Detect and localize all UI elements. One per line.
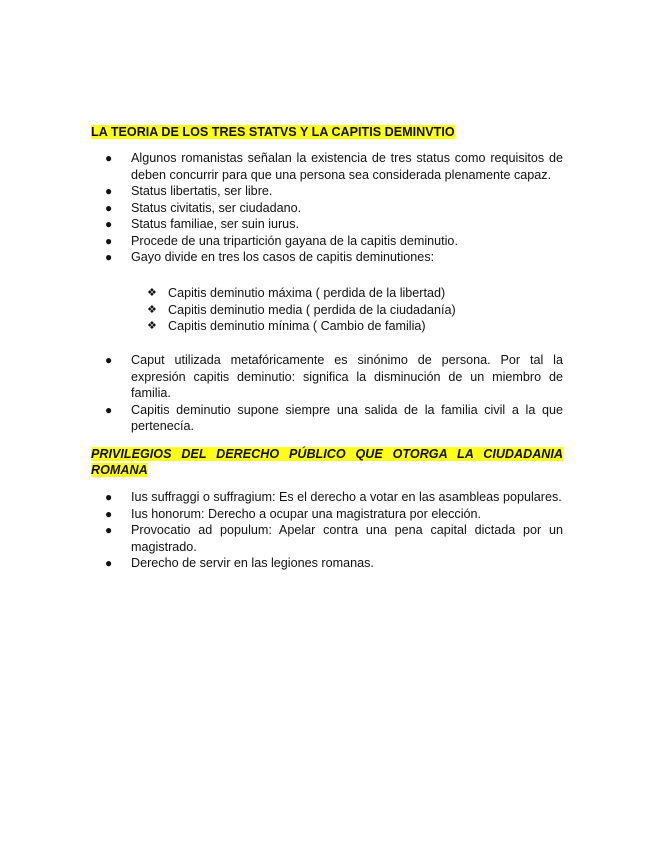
list-item-text: Capitis deminutio supone siempre una salida de la familia civil a la que pertenecía.	[131, 402, 563, 433]
list-item	[91, 150, 563, 183]
list-item-text: Provocatio ad populum: Apelar contra una pena capital dictada por un magistrado.	[131, 523, 563, 554]
list-item-text: Caput utilizada metafóricamente es sinónimo de persona. Por tal la expresión capitis deminutio: significa la disminución de un miembro de familia.	[131, 353, 563, 400]
list-item-text: Ius honorum: Derecho a ocupar una magistratura por elección.	[131, 506, 482, 521]
diamond-bullet-icon: ❖	[147, 287, 157, 299]
list-item-text: Status libertatis, ser libre.	[131, 184, 273, 198]
deminutio-sublist	[147, 285, 487, 335]
sublist-item-text: Capitis deminutio mínima ( Cambio de familia)	[168, 319, 426, 333]
bullet-icon: ●	[105, 523, 113, 537]
bullet-icon: ●	[105, 353, 113, 367]
section-heading-status	[91, 124, 471, 140]
sublist-item-text: Capitis deminutio máxima ( perdida de la libertad)	[168, 286, 446, 300]
list-item-text: Gayo divide en tres los casos de capitis deminutiones:	[131, 250, 435, 264]
list-item	[91, 183, 563, 200]
list-item	[91, 216, 563, 233]
list-item	[91, 402, 563, 435]
bullet-icon: ●	[105, 200, 113, 215]
heading-highlight: PRIVILEGIOS DEL DERECHO PÚBLICO QUE OTORGA LA CIUDADANIA ROMANA	[91, 447, 563, 477]
list-item-text: Ius suffraggi o suffragium: Es el derecho a votar en las asambleas populares.	[131, 490, 562, 504]
sublist-item	[147, 285, 487, 302]
list-item-text: Status familiae, ser suin iurus.	[131, 217, 299, 231]
list-item-text: Derecho de servir en las legiones romanas.	[131, 556, 374, 570]
bullet-icon: ●	[105, 490, 113, 504]
list-item	[91, 249, 563, 266]
list-item	[91, 522, 563, 555]
sublist-item-text: Capitis deminutio media ( perdida de la ciudadanía)	[168, 302, 456, 317]
list-item-text: Procede de una tripartición gayana de la capitis deminutio.	[131, 233, 458, 248]
sublist-item	[147, 302, 487, 319]
list-item	[91, 506, 563, 523]
caput-list	[91, 352, 563, 435]
section-heading-privilegios	[91, 446, 563, 478]
diamond-bullet-icon: ❖	[147, 320, 157, 332]
bullet-icon: ●	[105, 233, 113, 248]
bullet-icon: ●	[105, 151, 113, 165]
bullet-icon: ●	[105, 217, 113, 231]
list-item	[91, 200, 563, 217]
bullet-icon: ●	[105, 250, 113, 264]
diamond-bullet-icon: ❖	[147, 303, 157, 316]
privilegios-list	[91, 489, 563, 572]
heading-highlight: LA TEORIA DE LOS TRES STATVS Y LA CAPITIS DEMINVTIO	[91, 125, 455, 139]
sublist-item	[147, 318, 487, 335]
bullet-icon: ●	[105, 184, 113, 198]
list-item	[91, 489, 563, 506]
list-item	[91, 233, 563, 250]
bullet-icon: ●	[105, 402, 113, 417]
status-list	[91, 150, 563, 266]
list-item	[91, 555, 563, 572]
bullet-icon: ●	[105, 506, 113, 521]
list-item	[91, 352, 563, 402]
bullet-icon: ●	[105, 556, 113, 570]
list-item-text: Algunos romanistas señalan la existencia de tres status como requisitos de deben concurrir para que una persona sea considerada plenamente capaz.	[131, 151, 563, 182]
list-item-text: Status civitatis, ser ciudadano.	[131, 200, 302, 215]
